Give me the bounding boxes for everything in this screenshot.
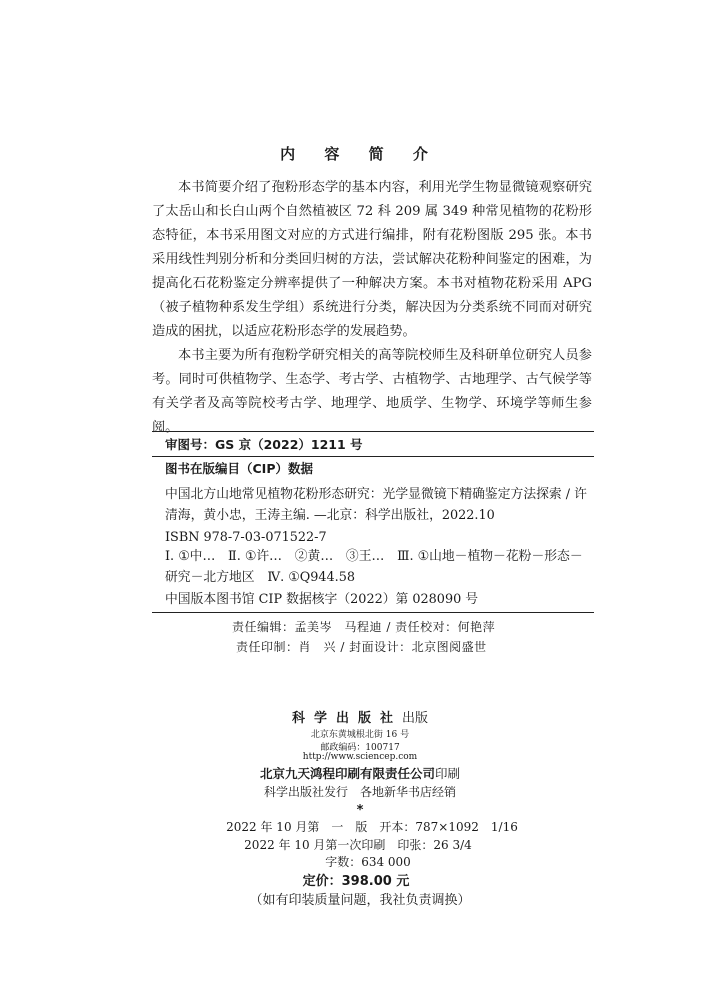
- word-count: 字数：634 000: [325, 855, 411, 869]
- star-separator: *: [356, 803, 364, 818]
- price: 定价：398.00 元: [302, 874, 410, 889]
- printing-line: 2022 年 10 月第一次印刷 印张：26 3/4: [244, 838, 472, 852]
- publisher-logo: 科学出版社: [291, 711, 402, 726]
- summary-paragraph-2: 本书主要为所有孢粉学研究相关的高等院校师生及科研单位研究人员参考。同时可供植物学、生态学、考古学、古植物学、古地理学、古气候学等有关学者及高等院校考古学、地理学、地质学、生物学、环境学等师生参阅。: [152, 348, 592, 435]
- publisher-url: http://www.sciencep.com: [302, 752, 418, 762]
- printer-name: 北京九天鸿程印刷有限责任公司: [259, 766, 435, 781]
- cip-isbn: ISBN 978-7-03-071522-7: [165, 530, 327, 545]
- staff-editors: 责任编辑：孟美岑 马程迪 / 责任校对：何艳萍: [232, 620, 496, 634]
- summary-paragraph-1: 本书简要介绍了孢粉形态学的基本内容，利用光学生物显微镜观察研究了太岳山和长白山两个自然植被区 72 科 209 属 349 种常见植物的花粉形态特征，本书采用图文对应的方式进行编排，附有花粉图版 295 张。本书采用线性判别分析和分类回归树的方法，尝试解决花粉种间鉴定的困难，为提高化石花粉鉴定分辨率提供了一种解决方案。本书对植物花粉采用 APG（被子植物种系发生学组）系统进行分类，解决因为分类系统不同而对研究造成的困扰，以适应花粉形态学的发展趋势。: [152, 180, 592, 339]
- cip-classification: Ⅰ. ①中… Ⅱ. ①许… ②黄… ③王… Ⅲ. ①山地－植物－花粉－形态－研究－北方地区 Ⅳ. ①Q944.58: [165, 549, 583, 585]
- publisher-suffix: 出版: [402, 711, 429, 726]
- cip-bottom-rule: [152, 612, 594, 613]
- quality-note: （如有印装质量问题，我社负责调换）: [249, 893, 471, 908]
- summary-section: [152, 176, 592, 440]
- map-review-number: 审图号：GS 京（2022）1211 号: [165, 437, 363, 452]
- cip-top-rule: [152, 431, 594, 432]
- publisher-line: [0, 707, 720, 726]
- distribution-line: 科学出版社发行 各地新华书店经销: [263, 785, 456, 799]
- cip-heading: 图书在版编目（CIP）数据: [165, 461, 313, 476]
- printer-suffix: 印刷: [435, 766, 461, 781]
- staff-production: 责任印制：肖 兴 / 封面设计：北京图阅盛世: [236, 640, 487, 654]
- printer-line: [0, 764, 720, 782]
- cip-verify-number: 中国版本图书馆 CIP 数据核字（2022）第 028090 号: [165, 592, 479, 607]
- page-title: 内 容 简 介: [280, 145, 440, 163]
- cip-book-line: 中国北方山地常见植物花粉形态研究：光学显微镜下精确鉴定方法探索 / 许清海，黄小忠，王涛主编. —北京：科学出版社，2022.10: [165, 487, 587, 523]
- publisher-address: 北京东黄城根北街 16 号: [310, 730, 410, 740]
- cip-rule: [152, 456, 594, 457]
- publisher-postcode: 邮政编码：100717: [320, 743, 400, 753]
- edition-line: 2022 年 10 月第 一 版 开本：787×1092 1/16: [226, 820, 518, 834]
